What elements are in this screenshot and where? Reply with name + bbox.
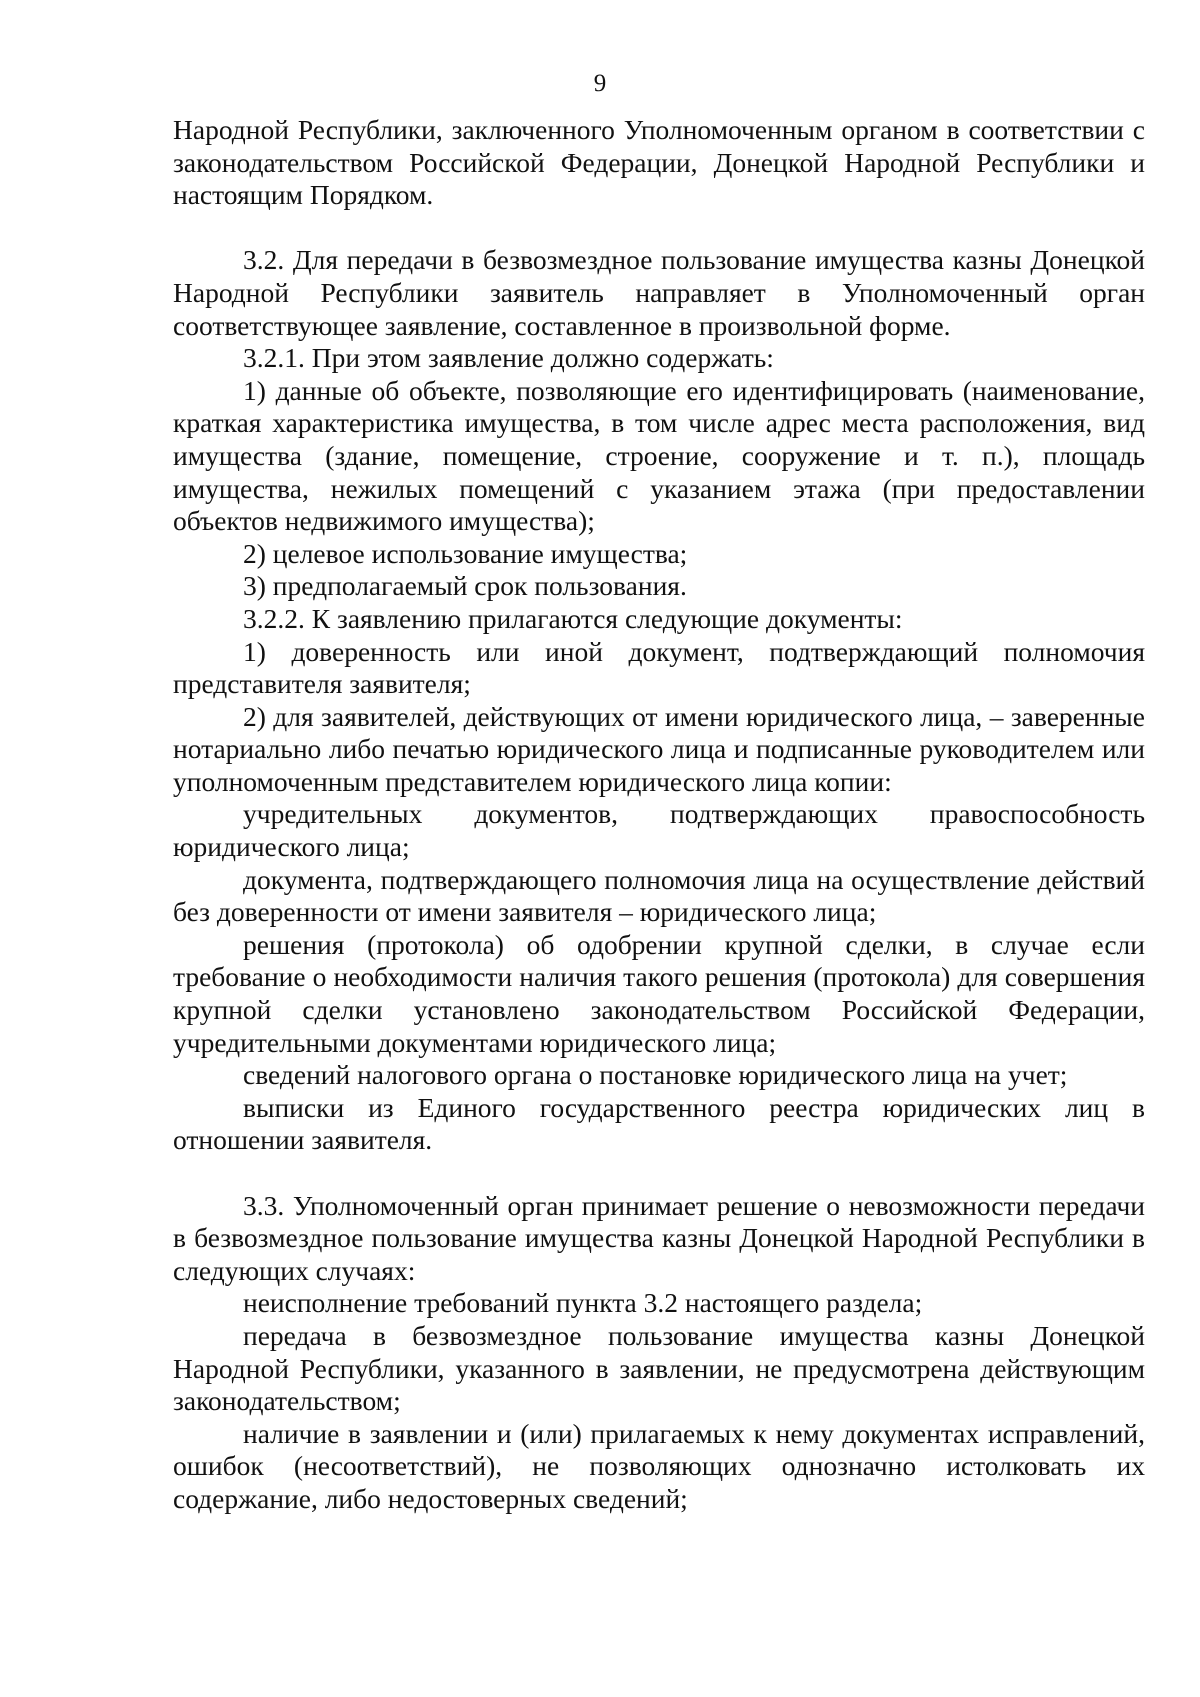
document-body — [173, 114, 1145, 1516]
paragraph: решения (протокола) об одобрении крупной сделки, в случае если требование о необходимости наличия такого решения (протокола) для совершения крупной сделки установлено законодательством Российской Федерации, учредительными документами юридического лица; — [173, 928, 1145, 1058]
paragraph: наличие в заявлении и (или) прилагаемых к нему документах исправлений, ошибок (несоответствий), не позволяющих однозначно истолковать их содержание, либо недостоверных сведений; — [173, 1417, 1145, 1514]
paragraph: документа, подтверждающего полномочия лица на осуществление действий без доверенности от имени заявителя – юридического лица; — [173, 863, 1145, 928]
paragraph: выписки из Единого государственного реестра юридических лиц в отношении заявителя. — [173, 1091, 1145, 1156]
paragraph: учредительных документов, подтверждающих правоспособность юридического лица; — [173, 798, 1145, 863]
paragraph-spacer — [173, 1157, 1145, 1190]
paragraph: 3.2.2. К заявлению прилагаются следующие документы: — [243, 602, 903, 634]
paragraph: 3.2. Для передачи в безвозмездное пользование имущества казны Донецкой Народной Республики заявитель направляет в Уполномоченный орган соответствующее заявление, составленное в произвольной форме. — [173, 244, 1145, 341]
paragraph: неисполнение требований пункта 3.2 настоящего раздела; — [243, 1287, 923, 1319]
paragraph: 3.3. Уполномоченный орган принимает решение о невозможности передачи в безвозмездное пользование имущества казны Донецкой Народной Республики в следующих случаях: — [173, 1189, 1145, 1286]
paragraph-spacer — [173, 212, 1145, 245]
paragraph: Народной Республики, заключенного Уполномоченным органом в соответствии с законодательством Российской Федерации, Донецкой Народной Республики и настоящим Порядком. — [173, 114, 1145, 211]
paragraph: 3) предполагаемый срок пользования. — [243, 570, 687, 602]
paragraph: 3.2.1. При этом заявление должно содержать: — [243, 342, 774, 374]
paragraph: 1) доверенность или иной документ, подтверждающий полномочия представителя заявителя; — [173, 635, 1145, 700]
paragraph: 1) данные об объекте, позволяющие его идентифицировать (наименование, краткая характеристика имущества, в том числе адрес места расположения, вид имущества (здание, помещение, строение, сооружение и т. п.), площадь имущества, нежилых помещений с указанием этажа (при предоставлении объектов недвижимого имущества); — [173, 374, 1145, 537]
paragraph: 2) для заявителей, действующих от имени юридического лица, – заверенные нотариально либо печатью юридического лица и подписанные руководителем или уполномоченным представителем юридического лица копии: — [173, 700, 1145, 797]
paragraph: 2) целевое использование имущества; — [243, 537, 688, 569]
page-number: 9 — [593, 70, 607, 97]
paragraph: сведений налогового органа о постановке юридического лица на учет; — [243, 1059, 1068, 1091]
paragraph: передача в безвозмездное пользование имущества казны Донецкой Народной Республики, указанного в заявлении, не предусмотрена действующим законодательством; — [173, 1319, 1145, 1417]
